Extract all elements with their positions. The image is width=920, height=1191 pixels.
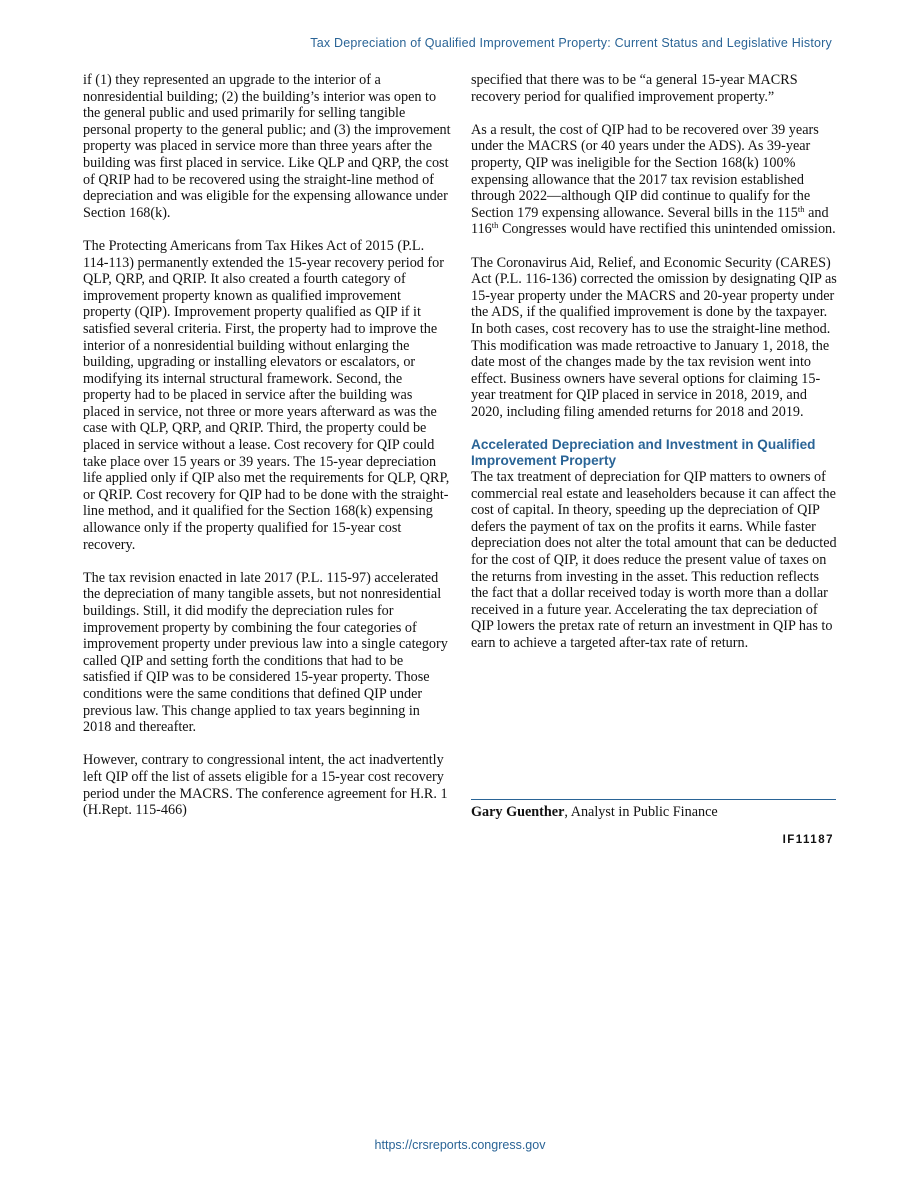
document-id: IF11187 — [782, 834, 834, 846]
text-span: Congresses would have rectified this unintended omission. — [498, 221, 836, 238]
section-heading: Accelerated Depreciation and Investment in Qualified Improvement Property — [471, 437, 816, 469]
paragraph: if (1) they represented an upgrade to the interior of a nonresidential building; (2) the building’s interior was open to the general public and used primarily for selling tangible personal property to the general public; and (3) the improvement property was placed in service more than three years after the building was first placed in service. Like QLP and QRP, the cost of QRIP had to be recovered using the straight-line method of depreciation and was eligible for the expensing allowance under Section 168(k). — [83, 72, 451, 221]
paragraph — [471, 122, 837, 238]
text-span: and 116 — [471, 204, 829, 238]
paragraph: specified that there was to be “a general 15-year MACRS recovery period for qualified improvement property.” — [471, 72, 798, 105]
author-title: , Analyst in Public Finance — [564, 804, 718, 820]
paragraph: The Protecting Americans from Tax Hikes Act of 2015 (P.L. 114-113) permanently extended the 15-year recovery period for QLP, QRP, and QRIP. It also created a fourth category of improvement property known as qualified improvement property (QIP). Improvement property qualified as QIP if it satisfied several criteria. First, the property had to improve the interior of a nonresidential building without enlarging the building, upgrading or installing elevators or escalators, or modifying its internal structural framework. Second, the property had to be placed in service after the building was placed in service, not three or more years afterward as was the case with QLP, QRP, and QRIP. Third, the property could be placed in service without a lease. Cost recovery for QIP could take place over 15 years or 39 years. The 15-year depreciation life applied only if QIP also met the requirements for QLP, QRP, or QRIP. Cost recovery for QIP had to be done with the straight-line method, and it qualified for the Section 168(k) expensing allowance only if the property qualified for 15-year cost recovery. — [83, 237, 450, 553]
running-header: Tax Depreciation of Qualified Improvement Property: Current Status and Legislative History — [310, 36, 832, 50]
paragraph: The Coronavirus Aid, Relief, and Economic Security (CARES) Act (P.L. 116-136) corrected the omission by designating QIP as 15-year property under the MACRS and 20-year property under the ADS, if the qualified improvement is done by the taxpayer. In both cases, cost recovery has to use the straight-line method. This modification was made retroactive to January 1, 2018, the date most of the changes made by the tax revision went into effect. Business owners have several options for claiming 15-year treatment for QIP placed in service in 2018, 2019, and 2020, including filing amended returns for 2018 and 2019. — [471, 254, 837, 420]
paragraph: The tax revision enacted in late 2017 (P.L. 115-97) accelerated the depreciation of many tangible assets, but not nonresidential buildings. Still, it did modify the depreciation rules for improvement property by combining the four categories of improvement property under previous law into a single category called QIP and setting forth the conditions that had to be satisfied if QIP was to be considered 15-year property. Those conditions were the same conditions that defined QIP under previous law. This change applied to tax years beginning in 2018 and thereafter. — [83, 569, 448, 736]
footer-link[interactable]: https://crsreports.congress.gov — [374, 1138, 546, 1152]
author-name: Gary Guenther — [471, 804, 565, 820]
left-column — [83, 72, 451, 819]
superscript: th — [491, 220, 499, 231]
author-divider — [471, 799, 836, 800]
right-column — [471, 72, 837, 652]
superscript: th — [797, 203, 805, 214]
paragraph: However, contrary to congressional intent, the act inadvertently left QIP off the list of assets eligible for a 15-year cost recovery period under the MACRS. The conference agreement for H.R. 1 (H.Rept. 115-466) — [83, 752, 448, 819]
text-span: As a result, the cost of QIP had to be recovered over 39 years under the MACRS (or 40 years under the ADS). As 39-year property, QIP was ineligible for the Section 168(k) 100% expensing allowance that the 2017 tax revision established through 2022—although QIP did continue to qualify for the Section 179 expensing allowance. Several bills in the 115 — [471, 121, 819, 221]
author-line — [471, 804, 718, 821]
paragraph: The tax treatment of depreciation for QIP matters to owners of commercial real estate and leaseholders because it can affect the cost of capital. In theory, speeding up the depreciation of QIP defers the payment of tax on the profits it earns. While faster depreciation does not alter the total amount that can be deducted for the cost of QIP, it does reduce the present value of taxes on the returns from investing in the asset. This reduction reflects the fact that a dollar received today is worth more than a dollar received in a future year. Accelerating the tax depreciation of QIP lowers the pretax rate of return an investment in QIP has to earn to achieve a targeted after-tax rate of return. — [471, 469, 837, 651]
